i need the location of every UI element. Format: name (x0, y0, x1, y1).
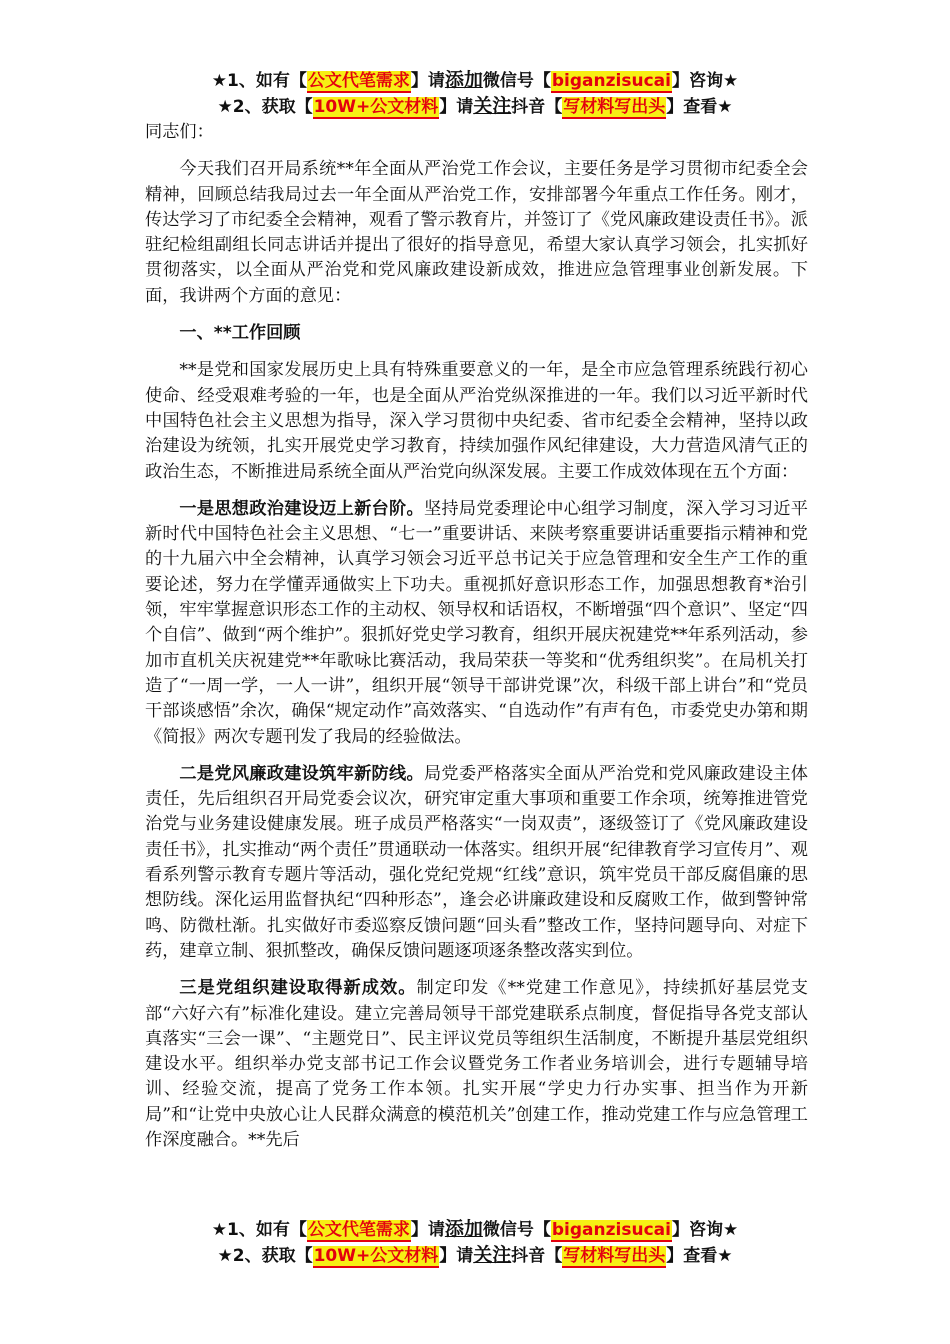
banner-highlight: 10W+公文材料 (313, 97, 439, 117)
banner-text: 微信号【 (482, 71, 551, 91)
point-1-body: 坚持局党委理论中心组学习制度，深入学习习近平新时代中国特色社会主义思想、“七一”重要讲话、来陕考察重要讲话重要指示精神和党的十九届六中全会精神，认真学习领会习近平总书记关于应急管理和安全生产工作的重要论述，努力在学懂弄通做实上下功夫。重视抓好意识形态工作，加强思想教育*治引领，牢牢掌握意识形态工作的主动权、领导权和话语权，不断增强“四个意识”、坚定“四个自信”、做到“两个维护”。狠抓好党史学习教育，组织开展庆祝建党**年系列活动，参加市直机关庆祝建党**年歌咏比赛活动，我局荣获一等奖和“优秀组织奖”。在局机关打造了“一周一学，一人一讲”，组织开展“领导干部讲党课”次，科级干部上讲台”和“党员干部谈感悟”余次，确保“规定动作”高效落实、“自选动作”有声有色，市委党史办第和期《简报》两次专题刊发了我局的经验做法。 (145, 498, 808, 747)
banner-text: 】咨询★ (671, 71, 739, 91)
point-2-paragraph (145, 762, 808, 964)
banner-highlight: 10W+公文材料 (313, 1246, 439, 1266)
banner-text: ★2、获取【 (217, 97, 313, 117)
point-3-paragraph (145, 976, 808, 1153)
banner-emphasis: 添加 (444, 69, 483, 91)
banner-text: ★1、如有【 (211, 1220, 307, 1240)
point-1-paragraph (145, 497, 808, 750)
document-body (145, 120, 808, 1153)
section-heading: 一、**工作回顾 (179, 323, 301, 344)
banner-text: 抖音【 (511, 97, 563, 117)
intro-paragraph: 今天我们召开局系统**年全面从严治党工作会议，主要任务是学习贯彻市纪委全会精神，回顾总结我局过去一年全面从严治党工作，安排部署今年重点工作任务。刚才，传达学习了市纪委全会精神，观看了警示教育片，并签订了《党风廉政建设责任书》。派驻纪检组副组长同志讲话并提出了很好的指导意见，希望大家认真学习领会，扎实抓好贯彻落实，以全面从严治党和党风廉政建设新成效，推进应急管理事业创新发展。下面，我讲两个方面的意见： (145, 159, 808, 306)
banner-highlight: 写材料写出头 (563, 1246, 666, 1266)
banner-line-1 (0, 1217, 950, 1243)
banner-line-2 (0, 1243, 950, 1269)
banner-text: ★2、获取【 (217, 1246, 313, 1266)
banner-text: 】请 (410, 1220, 445, 1240)
salutation: 同志们： (145, 122, 214, 142)
point-1-title: 一是思想政治建设迈上新台阶。 (179, 498, 424, 519)
point-2-body: 局党委严格落实全面从严治党和党风廉政建设主体责任，先后组织召开局党委会议次，研究审定重大事项和重要工作余项，统筹推进管党治党与业务建设健康发展。班子成员严格落实“一岗双责”，逐级签订了《党风廉政建设责任书》，扎实推动“两个责任”贯通联动一体落实。组织开展“纪律教育学习宣传月”、观看系列警示教育专题片等活动，强化党纪党规“红线”意识，筑牢党员干部反腐倡廉的思想防线。深化运用监督执纪“四种形态”，逢会必讲廉政建设和反腐败工作，做到警钟常鸣、防微杜渐。扎实做好市委巡察反馈问题“回头看”整改工作，坚持问题导向、对症下药，建章立制、狠抓整改，确保反馈问题逐项逐条整改落实到位。 (145, 763, 808, 961)
banner-text: 】查看★ (666, 1246, 733, 1266)
section-intro-paragraph: **是党和国家发展历史上具有特殊重要意义的一年，是全市应急管理系统践行初心使命、经受艰难考验的一年，也是全面从严治党纵深推进的一年。我们以习近平新时代中国特色社会主义思想为指导，深入学习贯彻中央纪委、省市纪委全会精神，坚持以政治建设为统领，扎实开展党史学习教育，持续加强作风纪律建设，大力营造风清气正的政治生态，不断推进局系统全面从严治党向纵深发展。主要工作成效体现在五个方面： (145, 360, 808, 482)
banner-text: 】请 (410, 71, 445, 91)
point-3-title: 三是党组织建设取得新成效。 (179, 978, 417, 999)
bottom-banner (0, 1217, 950, 1269)
banner-text: 】查看★ (666, 97, 733, 117)
banner-line-2 (0, 94, 950, 120)
banner-highlight: 公文代笔需求 (307, 1220, 410, 1240)
point-3-body: 制定印发《**党建工作意见》，持续抓好基层党支部“六好六有”标准化建设。建立完善局领导干部党建联系点制度，督促指导各党支部认真落实“三会一课”、“主题党日”、民主评议党员等组织生活制度，不断提升基层党组织建设水平。组织举办党支部书记工作会议暨党务工作者业务培训会，进行专题辅导培训、经验交流，提高了党务工作本领。扎实开展“学史力行办实事、担当作为开新局”和“让党中央放心让人民群众满意的模范机关”创建工作，推动党建工作与应急管理工作深度融合。**先后 (145, 978, 808, 1150)
banner-emphasis: 关注 (473, 95, 512, 117)
top-banner (0, 68, 950, 120)
banner-text: 抖音【 (511, 1246, 563, 1266)
banner-highlight: biganzisucai (551, 1220, 671, 1240)
banner-text: ★1、如有【 (211, 71, 307, 91)
banner-text: 】请 (439, 97, 474, 117)
banner-highlight: 写材料写出头 (563, 97, 666, 117)
banner-highlight: 公文代笔需求 (307, 71, 410, 91)
banner-emphasis: 添加 (444, 1218, 483, 1240)
banner-text: 】请 (439, 1246, 474, 1266)
point-2-title: 二是党风廉政建设筑牢新防线。 (179, 763, 424, 784)
banner-text: 微信号【 (482, 1220, 551, 1240)
banner-text: 】咨询★ (671, 1220, 739, 1240)
banner-highlight: biganzisucai (551, 71, 671, 91)
banner-line-1 (0, 68, 950, 94)
banner-emphasis: 关注 (473, 1244, 512, 1266)
